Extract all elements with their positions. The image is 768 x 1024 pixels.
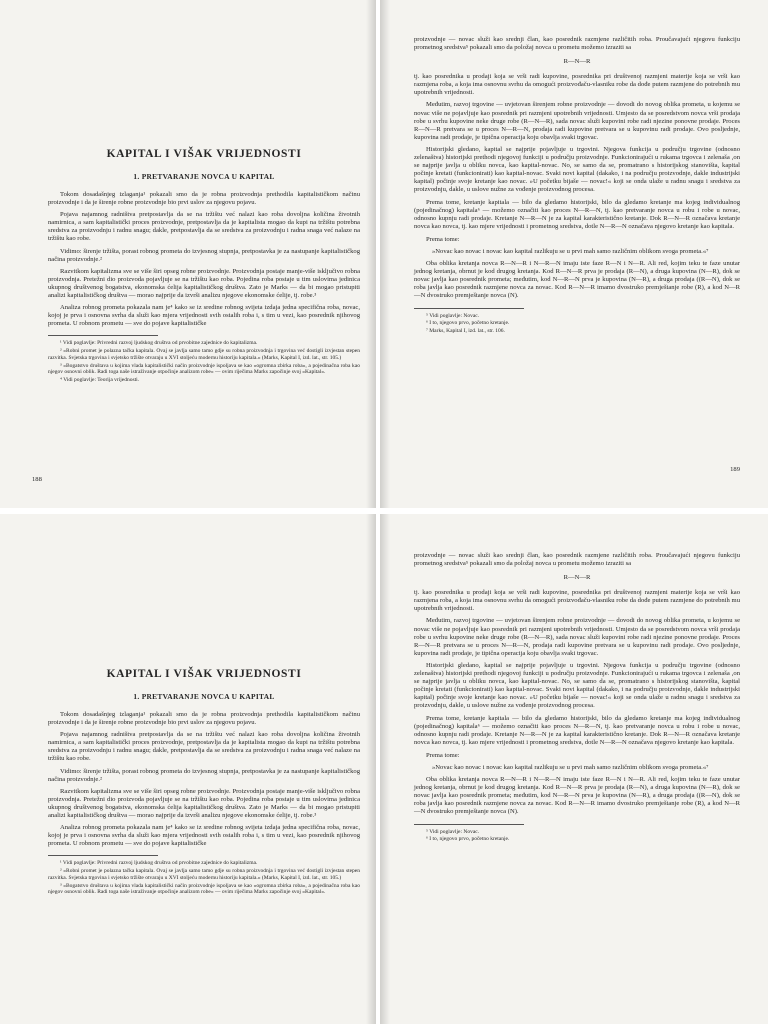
page-body [414, 36, 740, 336]
chapter-title: KAPITAL I VIŠAK VRIJEDNOSTI [106, 148, 302, 160]
footnote-divider [414, 308, 524, 309]
page-body [48, 668, 360, 897]
page-189-duplicate [380, 514, 768, 1024]
formula: R—N—R [563, 574, 591, 582]
page-gutter-shadow [380, 0, 390, 508]
section-title: 1. PRETVARANJE NOVCA U KAPITAL [133, 692, 275, 701]
paragraph: Analiza robnog prometa pokazala nam je⁴ kako se iz sredine robnog svijeta izdaja jedna specifična roba, novac, kojoj je prva i osnovna svrha da služi kao mjera vrijednosti svih ostalih roba i, s tim u vezi, kao posrednik njihovog prometa. U robnom prometu — sve do pojave kapitalističke [48, 824, 360, 848]
page-number: 189 [730, 466, 740, 473]
paragraph: Razvitkom kapitalizma sve se više širi opseg robne proizvodnje. Proizvodnja postaje manje-više isključivo robna proizvodnja. Pretežni dio proizvoda pojavljuje se na tržištu kao roba. Pojedina roba postaje u tim uslovima jedinica ukupnog društvenog bogatstva, ekonomska ćelija kapitalističkog društva. Zato je Marks — da bi mogao pristupiti analizi kapitalističkog društva — morao najprije da izvrši analizu njegove ekonomske ćelije, tj. robe.³ [48, 267, 360, 300]
chapter-title: KAPITAL I VIŠAK VRIJEDNOSTI [106, 668, 302, 680]
footnote-divider [48, 855, 158, 856]
footnote: ¹ Vidi poglavlje: Privredni razvoj ljudskog društva od prvobitne zajednice do kapitalizma. [60, 860, 258, 867]
footnote: ⁶ I to, njegovo prvo, početno kretanje. [426, 320, 510, 327]
footnote: ² »Robni promet je polazna tačka kapitala. Ovaj se javlja samo tamo gdje su robna proizvodnja i trgovina već dostigli izvjestan stepen razvitka. Svjetska trgovina i svjetsko tržište otvaraju u XVI stoljeću modernu historiju kapitala.« (Marks, Kapital I, izd. lat., str. 105.) [48, 348, 360, 361]
page-body [48, 148, 360, 385]
page-gutter-shadow [366, 0, 376, 508]
paragraph: proizvodnje — novac služi kao srednji član, kao posrednik razmjene različitih roba. Proučavajući njegovu funkciju prometnog sredstva⁵ pokazali smo da položaj novca u prometu možemo izraziti sa [414, 36, 740, 52]
paragraph: Oba oblika kretanja novca R—N—R i N—R—N imaju iste faze R—N i N—R. Ali red, kojim teku te faze unutar jednog kretanja, obrnut je kod drugog kretanja. Kod R—N—R prva je prodaja (R—N), a druga kupovina (N—R), dok se novac javlja kao posrednik prometa; međutim, kod N—R—N prva je kupovina (N—R), a druga prodaja ((R—N), dok se roba javlja kao posrednik razmjene novca za novac. Kod R—N—R imamo dvostruko premještanje robe (R), a kod N—R—N dvostruko premještanje novca (N). [414, 260, 740, 300]
page-gutter-shadow [366, 514, 376, 1024]
paragraph: Međutim, razvoj trgovine — uvjetovan širenjem robne proizvodnje — dovodi do novog oblika prometa, u kojemu se novac više ne pojavljuje kao posrednik pri razmjeni upotrebnih vrijednosti. Umjesto da se posredstvom novca vrši prodaja robe u svrhu kupovine neke druge robe (R—N—R), sada novac služi kupovini robe radi njezine ponovne prodaje. Proces R—N—R pretvara se u proces N—R—N, prodaja radi kupovine pretvara se u kupovinu radi prodaje. Ovo posljednje, kupovina radi prodaje, je tipična operacija koju obavlja svaki trgovac. [414, 617, 740, 657]
paragraph: tj. kao posrednika u prodaji koja se vrši radi kupovine, posrednika pri društvenoj razmjeni materije koja se vrši kao razmjena roba, a koja ima osnovnu svrhu da omogući proizvođaču-vlasniku robe da dođe putem razmjene do potrebnih mu upotrebnih vrijednosti. [414, 589, 740, 613]
footnote: ⁴ Vidi poglavlje: Teorija vrijednosti. [60, 376, 140, 383]
quote: »Novac kao novac i novac kao kapital razlikuju se u prvi mah samo različnim oblikom svoga prometa.«⁷ [432, 247, 709, 255]
paragraph: Prema tome: [426, 235, 460, 243]
page-189 [380, 0, 768, 508]
paragraph: Historijski gledano, kapital se najprije pojavljuje u trgovini. Njegova funkcija u području trgovine (odnosno zelenaštva) historijski prethodi njegovoj funkciji u području proizvodnje. Funkcionirajući u rukama trgovca i zelenaša ,on se najprije javlja u obliku novca, kao kapital-novac. No, se samo da se, promatrano s historijskog stanovišta, kapital počinje kretati (funkcionirati) kao kapital-novac. Svaki novi kapital (dakako, i na području proizvodnje, dakle industrijski kapital) počinje svoje kretanje kao novac. »U početku bijaše — novac!« koji se onda ulaže u radnu snagu i sredstva za proizvodnju, dakle, u uslove nužne za vođenje proizvodnog procesa. [414, 661, 740, 710]
paragraph: tj. kao posrednika u prodaji koja se vrši radi kupovine, posrednika pri društvenoj razmjeni materije koja se vrši kao razmjena roba, a koja ima osnovnu svrhu da omogući proizvođaču-vlasniku robe da dođe putem razmjene do potrebnih mu upotrebnih vrijednosti. [414, 73, 740, 97]
formula: R—N—R [563, 58, 591, 66]
paragraph: Historijski gledano, kapital se najprije pojavljuje u trgovini. Njegova funkcija u području trgovine (odnosno zelenaštva) historijski prethodi njegovoj funkciji u području proizvodnje. Funkcionirajući u rukama trgovca i zelenaša ,on se najprije javlja u obliku novca, kao kapital-novac. No, se samo da se, promatrano s historijskog stanovišta, kapital počinje kretati (funkcionirati) kao kapital-novac. Svaki novi kapital (dakako, i na području proizvodnje, dakle industrijski kapital) počinje svoje kretanje kao novac. »U početku bijaše — novac!« koji se onda ulaže u radnu snagu i sredstva za proizvodnju, dakle, u uslove nužne za vođenje proizvodnog procesa. [414, 145, 740, 194]
footnote: ⁶ I to, njegovo prvo, početno kretanje. [426, 836, 510, 843]
page-188-duplicate [0, 514, 376, 1024]
page-gutter-shadow [380, 514, 390, 1024]
footnote-divider [48, 335, 158, 336]
page-body [414, 552, 740, 844]
paragraph: proizvodnje — novac služi kao srednji član, kao posrednik razmjene različitih roba. Proučavajući njegovu funkciju prometnog sredstva⁵ pokazali smo da položaj novca u prometu možemo izraziti sa [414, 552, 740, 568]
paragraph: Tokom dosadašnjeg izlaganja¹ pokazali smo da je robna proizvodnja prethodila kapitalističkom načinu proizvodnje i da je širenje robne proizvodnje bio prvi uslov za njegovu pojavu. [48, 191, 360, 207]
footnote: ³ »Bogatstvo društava u kojima vlada kapitalistički način proizvodnje ispoljava se kao »ogromna zbirka roba«, a pojedinačna roba kao njegov osnovni oblik. Radi toga naše istraživanje otpočinje analizom robe« — ovim riječima Marks započinje svoj »Kapital«. [48, 362, 360, 376]
footnote-divider [414, 824, 524, 825]
footnote: ³ »Bogatstvo društava u kojima vlada kapitalistički način proizvodnje ispoljava se kao »ogromna zbirka roba«, a pojedinačna roba kao njegov osnovni oblik. Radi toga naše istraživanje otpočinje analizom robe« — ovim riječima Marks započinje svoj »Kapital«. [48, 882, 360, 896]
page-number: 188 [32, 476, 42, 483]
paragraph: Vidimo: širenje tržišta, porast robnog prometa do izvjesnog stupnja, pretpostavka je za nastupanje kapitalističkog načina proizvodnje.² [48, 767, 360, 783]
section-title: 1. PRETVARANJE NOVCA U KAPITAL [133, 172, 275, 181]
footnote: ⁷ Marks, Kapital I, izd. lat., str. 106. [426, 327, 505, 334]
footnote: ¹ Vidi poglavlje: Privredni razvoj ljudskog društva od prvobitne zajednice do kapitalizma. [60, 340, 258, 347]
paragraph: Pojava najamnog radništva pretpostavlja da se na tržištu već nalazi kao roba dovoljna količina životnih namirnica, a sam kapitalistički proces proizvodnje, pretpostavlja da je kapitalista mogao da kupi na tržištu potrebna sredstva za proizvodnju i radnu snagu; dakle, pretpostavlja da se sredstva za proizvodnju i radna snaga već nalaze na tržištu kao robe. [48, 731, 360, 763]
paragraph: Međutim, razvoj trgovine — uvjetovan širenjem robne proizvodnje — dovodi do novog oblika prometa, u kojemu se novac više ne pojavljuje kao posrednik pri razmjeni upotrebnih vrijednosti. Umjesto da se posredstvom novca vrši prodaja robe u svrhu kupovine neke druge robe (R—N—R), sada novac služi kupovini robe radi njezine ponovne prodaje. Proces R—N—R pretvara se u proces N—R—N, prodaja radi kupovine pretvara se u kupovinu radi prodaje. Ovo posljednje, kupovina radi prodaje, je tipična operacija koju obavlja svaki trgovac. [414, 101, 740, 141]
paragraph: Oba oblika kretanja novca R—N—R i N—R—N imaju iste faze R—N i N—R. Ali red, kojim teku te faze unutar jednog kretanja, obrnut je kod drugog kretanja. Kod R—N—R prva je prodaja (R—N), a druga kupovina (N—R), dok se novac javlja kao posrednik prometa; međutim, kod N—R—N prva je kupovina (N—R), a druga prodaja ((R—N), dok se roba javlja kao posrednik razmjene novca za novac. Kod R—N—R imamo dvostruko premještanje robe (R), a kod N—R—N dvostruko premještanje novca (N). [414, 776, 740, 816]
footnote: ⁵ Vidi poglavlje: Novac. [426, 828, 480, 835]
paragraph: Analiza robnog prometa pokazala nam je⁴ kako se iz sredine robnog svijeta izdaja jedna specifična roba, novac, kojoj je prva i osnovna svrha da služi kao mjera vrijednosti svih ostalih roba i, s tim u vezi, kao posrednik njihovog prometa. U robnom prometu — sve do pojave kapitalističke [48, 304, 360, 328]
paragraph: Pojava najamnog radništva pretpostavlja da se na tržištu već nalazi kao roba dovoljna količina životnih namirnica, a sam kapitalistički proces proizvodnje, pretpostavlja da je kapitalista mogao da kupi na tržištu potrebna sredstva za proizvodnju i radnu snagu; dakle, pretpostavlja da se sredstva za proizvodnju i radna snaga već nalaze na tržištu kao robe. [48, 211, 360, 243]
page-188 [0, 0, 376, 508]
footnote: ² »Robni promet je polazna tačka kapitala. Ovaj se javlja samo tamo gdje su robna proizvodnja i trgovina već dostigli izvjestan stepen razvitka. Svjetska trgovina i svjetsko tržište otvaraju u XVI stoljeću modernu historiju kapitala.« (Marks, Kapital I, izd. lat., str. 105.) [48, 868, 360, 881]
footnote: ⁵ Vidi poglavlje: Novac. [426, 312, 480, 319]
paragraph: Prema tome, kretanje kapitala — bilo da gledamo historijski, bilo da gledamo kretanje ma kojeg individualnog (pojedinačnog) kapitala⁶ — možemo označiti kao proces N—R—N, tj. kao pretvaranje novca u robu i robe u novac, odnosno kupnju radi prodaje. Kretanje N—R—N je za kapital karakteristično kretanje. Dok R—N—R označava kretanje novca kao novca, tj. kao mjere vrijednosti i prometnog sredstva, dotle N—R—N označava njegovo kretanje kao kapitala. [414, 714, 740, 746]
paragraph: Prema tome: [426, 751, 460, 759]
paragraph: Tokom dosadašnjeg izlaganja¹ pokazali smo da je robna proizvodnja prethodila kapitalističkom načinu proizvodnje i da je širenje robne proizvodnje bio prvi uslov za njegovu pojavu. [48, 711, 360, 727]
quote: »Novac kao novac i novac kao kapital razlikuju se u prvi mah samo različnim oblikom svoga prometa.«⁷ [432, 763, 709, 771]
paragraph: Vidimo: širenje tržišta, porast robnog prometa do izvjesnog stupnja, pretpostavka je za nastupanje kapitalističkog načina proizvodnje.² [48, 247, 360, 263]
paragraph: Prema tome, kretanje kapitala — bilo da gledamo historijski, bilo da gledamo kretanje ma kojeg individualnog (pojedinačnog) kapitala⁶ — možemo označiti kao proces N—R—N, tj. kao pretvaranje novca u robu i robe u novac, odnosno kupnju radi prodaje. Kretanje N—R—N je za kapital karakteristično kretanje. Dok R—N—R označava kretanje novca kao novca, tj. kao mjere vrijednosti i prometnog sredstva, dotle N—R—N označava njegovo kretanje kao kapitala. [414, 198, 740, 230]
paragraph: Razvitkom kapitalizma sve se više širi opseg robne proizvodnje. Proizvodnja postaje manje-više isključivo robna proizvodnja. Pretežni dio proizvoda pojavljuje se na tržištu kao roba. Pojedina roba postaje u tim uslovima jedinica ukupnog društvenog bogatstva, ekonomska ćelija kapitalističkog društva. Zato je Marks — da bi mogao pristupiti analizi kapitalističkog društva — morao najprije da izvrši analizu njegove ekonomske ćelije, tj. robe.³ [48, 787, 360, 820]
